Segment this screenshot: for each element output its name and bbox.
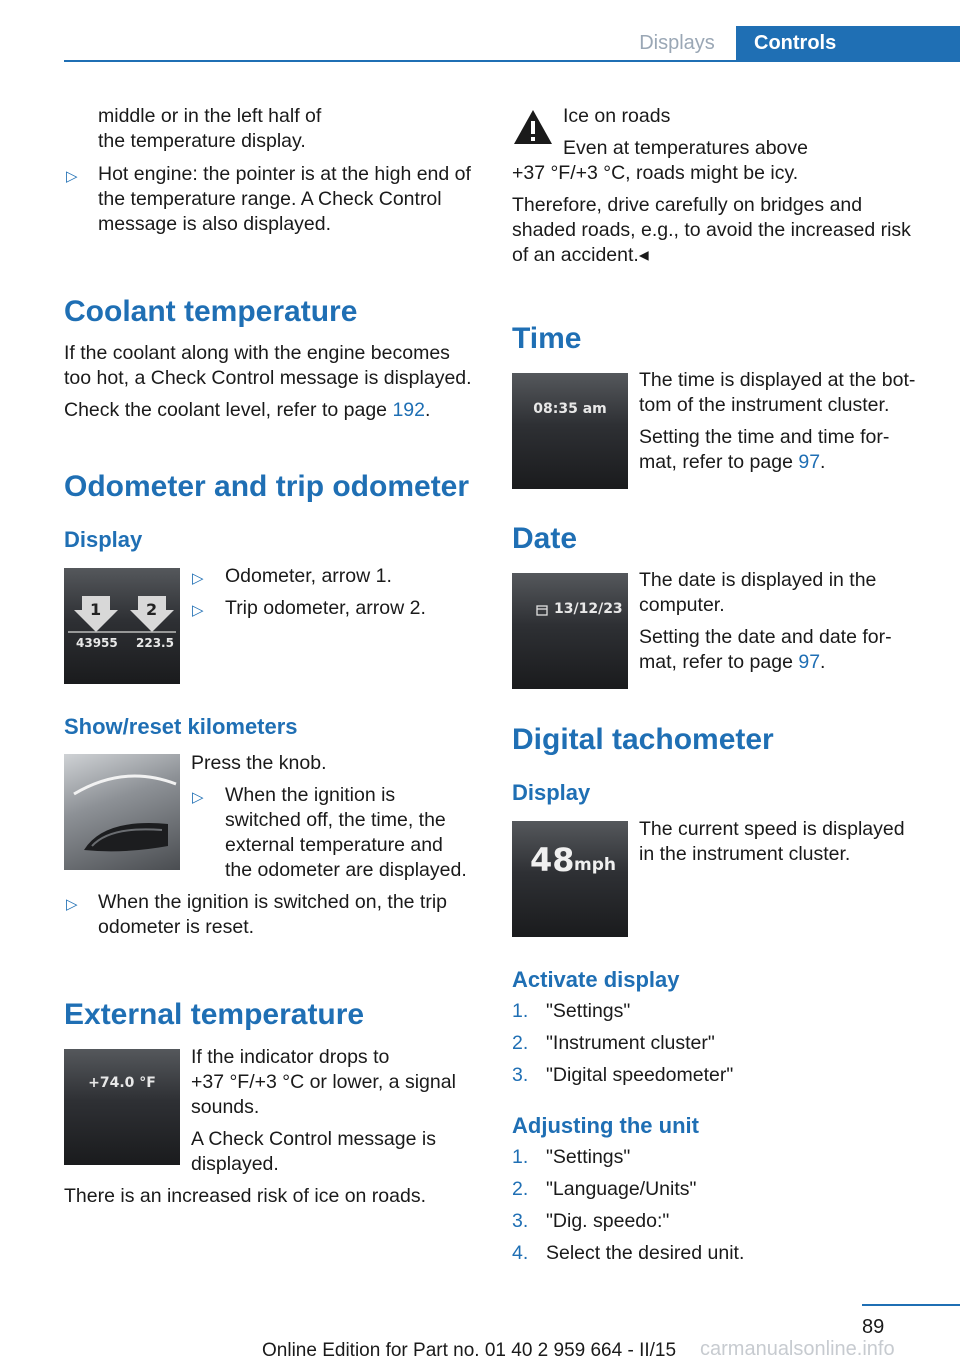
step-number: 3. [512, 1064, 529, 1086]
speed-unit: mph [574, 855, 616, 875]
header-rule [64, 60, 960, 62]
odometer-title: Odometer and trip odometer [64, 470, 470, 503]
warning-line: Even at temperatures above [563, 137, 808, 159]
step-number: 3. [512, 1210, 529, 1232]
triangle-right-icon: ▷ [192, 570, 204, 587]
header-section: Displays [639, 32, 715, 54]
continued-text: middle or in the left half of the temperature display. [98, 105, 322, 152]
time-readout: 08:35 am [533, 401, 607, 417]
time-image [512, 373, 628, 489]
odometer-value: 43955 [76, 636, 118, 650]
unit-step-1: "Settings" [546, 1146, 631, 1168]
reset-item-2: When the ignition is switched on, the trip odometer is reset. [98, 891, 448, 938]
header-chapter: Controls [736, 26, 960, 62]
step-number: 1. [512, 1000, 529, 1022]
step-number: 2. [512, 1032, 529, 1054]
activate-step-1: "Settings" [546, 1000, 631, 1022]
step-number: 2. [512, 1178, 529, 1200]
external-temp-readout: +74.0 °F [88, 1075, 156, 1091]
odometer-display-subtitle: Display [64, 527, 143, 552]
time-title: Time [512, 322, 582, 355]
footer-rule [862, 1304, 960, 1306]
calendar-icon [536, 604, 548, 616]
page-link-97[interactable]: 97 [798, 651, 821, 673]
external-temp-ice: There is an increased risk of ice on roads. [64, 1185, 427, 1207]
arrow-label-1: 1 [90, 600, 102, 619]
warning-text: Therefore, drive carefully on bridges and shaded roads, e.g., to avoid the increased risk of an accident.◂ [512, 194, 911, 266]
date-title: Date [512, 522, 578, 555]
odometer-item-1: Odometer, arrow 1. [225, 565, 392, 587]
trip-value: 223.5 [136, 636, 174, 650]
date-readout: 13/12/23 [554, 601, 623, 617]
time-text: The time is displayed at the bot‐ tom of the instrument cluster. [639, 369, 916, 416]
step-number: 4. [512, 1242, 529, 1264]
time-setting: Setting the time and time for‐ mat, refer to page 97. [639, 426, 890, 473]
unit-step-2: "Language/Units" [546, 1178, 697, 1200]
tachometer-display-subtitle: Display [512, 780, 591, 805]
warning-triangle-icon [512, 108, 554, 146]
page-link-192[interactable]: 192 [392, 399, 425, 421]
page-link-97[interactable]: 97 [798, 451, 821, 473]
date-setting: Setting the date and date for‐ mat, refer to page 97. [639, 626, 892, 673]
external-temp-title: External temperature [64, 998, 365, 1031]
odometer-image [64, 568, 180, 684]
external-temp-image [64, 1049, 180, 1165]
tachometer-text: The current speed is displayed in the instrument cluster. [639, 818, 905, 865]
activate-step-2: "Instrument cluster" [546, 1032, 715, 1054]
hot-engine-item: Hot engine: the pointer is at the high end of the temperature range. A Check Control message is also displayed. [98, 163, 471, 235]
knob-graphic [64, 754, 180, 870]
tachometer-title: Digital tachometer [512, 723, 774, 756]
arrow-label-2: 2 [146, 600, 158, 619]
date-text: The date is displayed in the computer. [639, 569, 877, 616]
coolant-text: If the coolant along with the engine becomes too hot, a Check Control message is displayed. [64, 342, 472, 389]
unit-step-4: Select the desired unit. [546, 1242, 745, 1264]
step-number: 1. [512, 1146, 529, 1168]
page-number: 89 [862, 1316, 885, 1338]
triangle-right-icon: ▷ [66, 896, 78, 913]
odometer-arrows-graphic [64, 568, 180, 684]
activate-display-title: Activate display [512, 967, 680, 992]
triangle-right-icon: ▷ [192, 789, 204, 806]
coolant-refer: Check the coolant level, refer to page 192. [64, 399, 431, 421]
triangle-right-icon: ▷ [192, 602, 204, 619]
triangle-right-icon: ▷ [66, 168, 78, 185]
external-temp-text: If the indicator drops to +37 °F/+3 °C or lower, a signal sounds. [191, 1046, 456, 1118]
adjust-unit-title: Adjusting the unit [512, 1113, 699, 1138]
odometer-item-2: Trip odometer, arrow 2. [225, 597, 426, 619]
warning-title: Ice on roads [563, 105, 671, 127]
external-temp-check: A Check Control message is displayed. [191, 1128, 436, 1175]
unit-step-3: "Dig. speedo:" [546, 1210, 670, 1232]
reset-title: Show/reset kilometers [64, 714, 298, 739]
coolant-title: Coolant temperature [64, 295, 358, 328]
knob-image [64, 754, 180, 870]
watermark: carmanualsonline.info [700, 1338, 895, 1360]
speed-readout: 48 [530, 841, 575, 879]
tachometer-image [512, 821, 628, 937]
activate-step-3: "Digital speedometer" [546, 1064, 734, 1086]
reset-item-1: When the ignition is switched off, the time, the external temperature and the odometer are displayed. [225, 784, 467, 881]
reset-press-text: Press the knob. [191, 752, 327, 774]
edition-text: Online Edition for Part no. 01 40 2 959 664 - II/15 [262, 1340, 677, 1361]
warning-line-temp: +37 °F/+3 °C, roads might be icy. [512, 162, 799, 184]
date-image [512, 573, 628, 689]
end-mark: ◂ [638, 244, 649, 266]
